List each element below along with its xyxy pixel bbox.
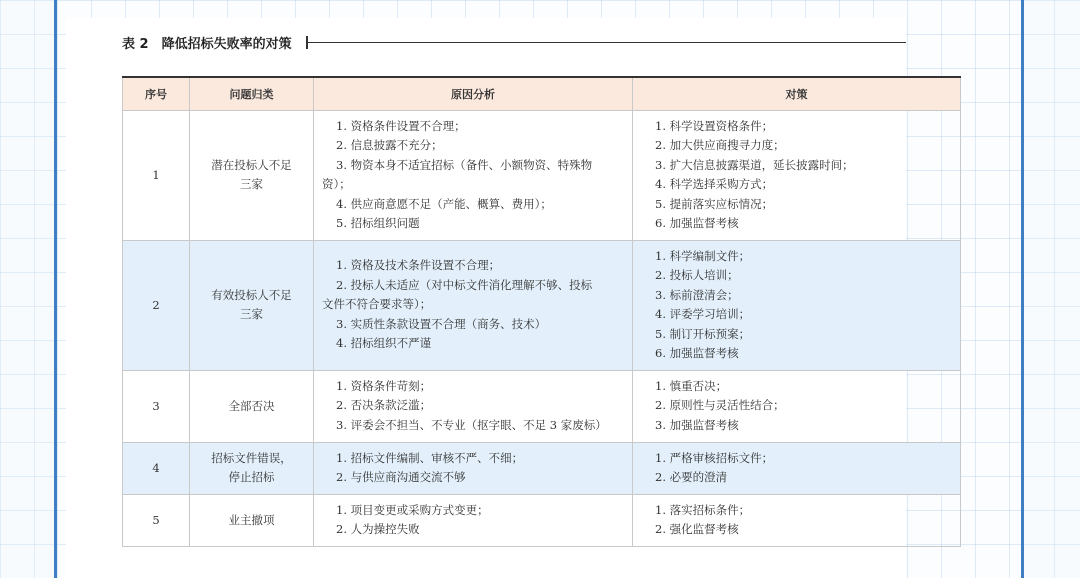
cause-line: 2. 信息披露不充分； [336,138,443,152]
cause-line: 1. 招标文件编制、审核不严、不细； [336,450,524,465]
cause-line: 2. 人为操控失败 [336,522,420,536]
measure-line: 1. 慎重否决； [655,378,728,393]
measure-line: 1. 严格审核招标文件； [655,450,774,465]
table-row [123,494,961,546]
cell-cause [314,240,633,370]
measure-line: 3. 加强监督考核 [655,417,739,432]
measure-line: 4. 科学选择采购方式； [655,177,774,191]
header-category: 问题归类 [190,77,314,110]
cell-cause [314,442,633,494]
cell-measure [633,442,961,494]
table-row [123,110,961,240]
header-seq: 序号 [123,77,190,110]
table-body [123,110,961,546]
table-row [123,370,961,442]
category-text: 潜在投标人不足三家 [211,158,292,191]
cause-line: 1. 资格条件设置不合理； [336,118,466,133]
cell-seq: 5 [123,494,190,546]
cause-line: 文件不符合要求等）； [322,297,432,312]
cell-category [190,240,314,370]
cell-measure [633,240,961,370]
measure-line: 2. 必要的澄清 [655,470,728,484]
cause-line: 3. 实质性条款设置不合理（商务、技术） [336,316,547,331]
caption-rule [306,42,906,43]
cause-line: 2. 与供应商沟通交流不够 [336,470,466,484]
cell-category [190,494,314,546]
cause-line: 1. 项目变更或采购方式变更； [336,502,489,517]
measure-line: 5. 提前落实应标情况； [655,196,774,211]
cell-cause [314,494,633,546]
cause-line: 2. 投标人未适应（对中标文件消化理解不够、投标 [336,277,593,292]
measure-line: 1. 落实招标条件； [655,502,751,517]
document-page [66,18,906,578]
measure-line: 3. 扩大信息披露渠道，延长披露时间； [655,157,854,172]
category-text: 有效投标人不足三家 [211,288,292,321]
cell-measure [633,370,961,442]
cause-line: 5. 招标组织问题 [336,216,420,230]
table-row [123,240,961,370]
cell-category [190,442,314,494]
cause-line: 4. 供应商意愿不足（产能、概算、费用）； [336,196,552,211]
cell-measure [633,494,961,546]
cell-category [190,110,314,240]
measure-line: 4. 评委学习培训； [655,307,751,321]
category-text: 业主撤项 [228,512,275,527]
measure-line: 2. 强化监督考核 [655,522,739,536]
measure-line: 1. 科学设置资格条件； [655,118,774,133]
measure-line: 2. 投标人培训； [655,268,739,282]
category-text: 招标文件错误，停止招标 [211,451,292,484]
measure-line: 6. 加强监督考核 [655,346,739,360]
header-measure: 对策 [633,77,961,110]
cause-line: 资）； [322,177,351,191]
cause-line: 3. 评委会不担当、不专业（抠字眼、不足 3 家废标） [336,417,607,432]
cell-measure [633,110,961,240]
cell-seq: 4 [123,442,190,494]
cell-cause [314,370,633,442]
measure-line: 6. 加强监督考核 [655,216,739,230]
header-cause: 原因分析 [314,77,633,110]
cause-line: 3. 物资本身不适宜招标（备件、小额物资、特殊物 [336,157,593,172]
table-header-row [123,77,961,110]
measure-line: 2. 加大供应商搜寻力度； [655,138,785,152]
cause-line: 4. 招标组织不严谨 [336,336,432,351]
table-caption [122,32,906,52]
measure-line: 1. 科学编制文件； [655,248,751,263]
cause-line: 2. 否决条款泛滥； [336,398,432,413]
cell-cause [314,110,633,240]
cell-seq: 1 [123,110,190,240]
measure-line: 5. 制订开标预案； [655,326,751,341]
countermeasures-table [122,76,961,547]
cell-seq: 3 [123,370,190,442]
cause-line: 1. 资格条件苛刻； [336,378,432,393]
category-text: 全部否决 [228,398,275,413]
measure-line: 3. 标前澄清会； [655,287,739,302]
measure-line: 2. 原则性与灵活性结合； [655,398,785,413]
cell-seq: 2 [123,240,190,370]
table-caption-text: 表 2 降低招标失败率的对策 [122,36,292,52]
table-row [123,442,961,494]
cell-category [190,370,314,442]
cause-line: 1. 资格及技术条件设置不合理； [336,258,501,273]
